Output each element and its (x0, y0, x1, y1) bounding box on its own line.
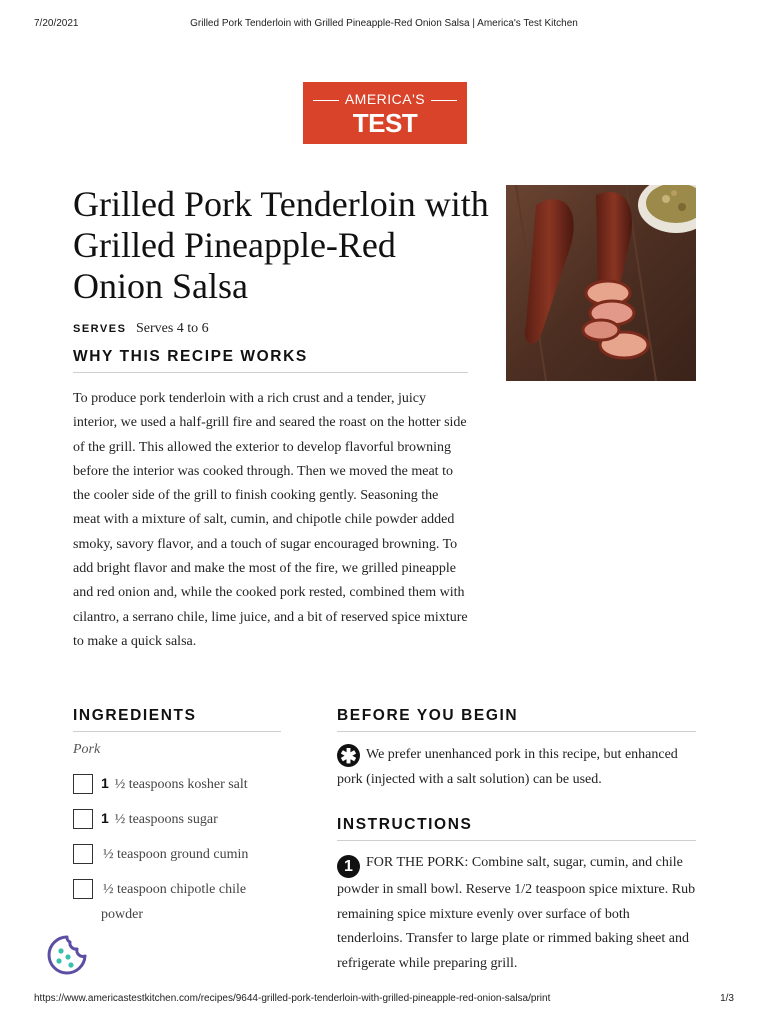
cookie-icon (46, 934, 88, 976)
ingredient-checkbox[interactable] (73, 844, 93, 864)
cookie-settings-button[interactable] (46, 934, 88, 976)
logo-line-1: AMERICA'S (303, 91, 467, 107)
ingredient-quantity: 1 (101, 810, 113, 826)
pork-tenderloin-image (506, 185, 696, 381)
instruction-step (337, 851, 697, 976)
serves-value: Serves 4 to 6 (135, 321, 209, 336)
ingredient-text: ½ teaspoons kosher salt (114, 777, 248, 792)
logo-line-2: TEST KITCHEN (328, 108, 442, 169)
ingredient-checkbox[interactable] (73, 879, 93, 899)
ingredient-quantity: 1 (101, 775, 113, 791)
why-heading: WHY THIS RECIPE WORKS (73, 348, 468, 373)
print-page-title: Grilled Pork Tenderloin with Grilled Pineapple-Red Onion Salsa | America's Test Kitchen (190, 18, 578, 29)
ingredient-item (73, 771, 283, 797)
ingredient-checkbox[interactable] (73, 809, 93, 829)
print-header (34, 18, 734, 32)
print-footer (34, 993, 734, 1007)
instructions-heading: INSTRUCTIONS (337, 816, 696, 841)
before-note (337, 742, 697, 792)
print-url: https://www.americastestkitchen.com/recipes/9644-grilled-pork-tenderloin-with-grilled-pineapple-red-onion-salsa/print (34, 993, 551, 1004)
recipe-photo (506, 185, 696, 381)
serves-label: SERVES (73, 323, 127, 335)
before-heading: BEFORE YOU BEGIN (337, 707, 696, 732)
step-number-badge: 1 (337, 855, 360, 878)
ingredient-group-label: Pork (73, 742, 101, 757)
print-date: 7/20/2021 (34, 18, 79, 29)
before-note-text: We prefer unenhanced pork in this recipe, but enhanced pork (injected with a salt solution) can be used. (337, 747, 678, 787)
ingredient-checkbox[interactable] (73, 774, 93, 794)
recipe-title: Grilled Pork Tenderloin with Grilled Pineapple-Red Onion Salsa (73, 184, 489, 306)
ingredient-text: ½ teaspoon ground cumin (103, 847, 249, 862)
ingredient-item (73, 876, 273, 927)
atk-logo[interactable] (303, 82, 467, 169)
serves-line (73, 321, 209, 337)
ingredient-item (73, 841, 283, 867)
ingredient-text: ½ teaspoons sugar (114, 812, 218, 827)
ingredients-heading: INGREDIENTS (73, 707, 281, 732)
ingredient-text: ½ teaspoon chipotle chile powder (101, 882, 247, 922)
instruction-step-text: FOR THE PORK: Combine salt, sugar, cumin, and chile powder in small bowl. Reserve 1/2 teaspoon spice mixture. Rub remaining spice mixture evenly over surface of both tenderloins. Transfer to large plate or rimmed baking sheet and refrigerate while preparing grill. (337, 855, 696, 971)
why-body-text: To produce pork tenderloin with a rich crust and a tender, juicy interior, we used a half-grill fire and seared the roast on the hotter side of the grill. This allowed the exterior to develop flavorful browning before the interior was cooked through. Then we moved the meat to the cooler side of the grill to finish cooking gently. Seasoning the meat with a mixture of salt, cumin, and chipotle chile powder added smoky, savory flavor, and a touch of sugar encouraged browning. To add bright flavor and make the most of the fire, we grilled pineapple and red onion and, while the cooked pork rested, combined them with cilantro, a serrano chile, lime juice, and a bit of reserved spice mixture to make a quick salsa. (73, 391, 468, 649)
print-page-number: 1/3 (720, 993, 734, 1004)
ingredient-item (73, 806, 283, 832)
asterisk-icon: ✱ (337, 744, 360, 767)
